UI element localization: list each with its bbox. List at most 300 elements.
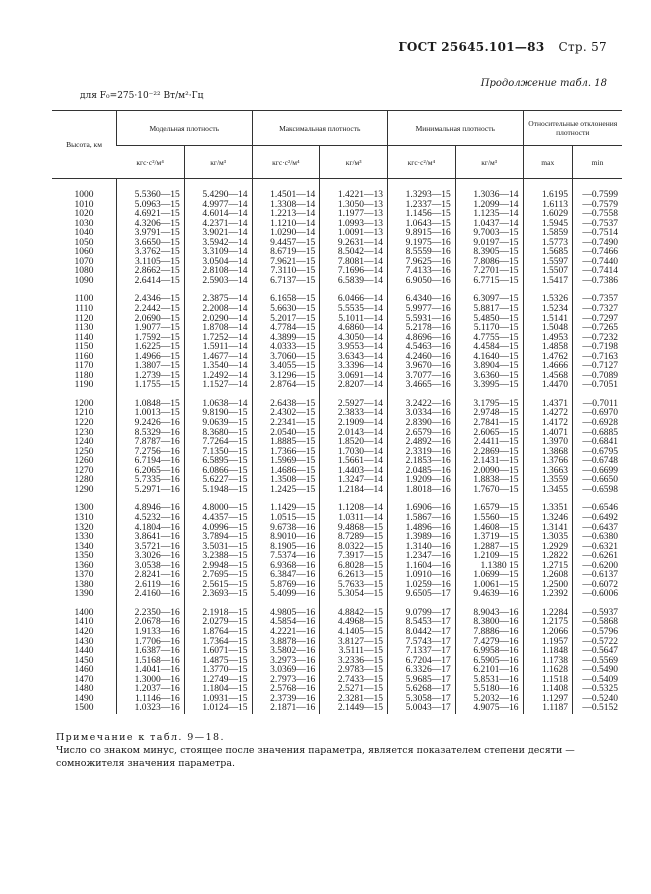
table-cell: —0.7163 [572,353,622,363]
table-cell: —0.5240 [572,695,622,705]
table-cell: 7.4279—16 [455,638,523,648]
table-cell: 2.2350—16 [117,600,185,619]
table-cell: 1.1187 [523,704,572,714]
height-cell: 1060 [74,247,94,258]
table-cell: 1.1755—15 [117,381,185,391]
table-cell: 6.7194—16 [117,457,185,467]
table-cell: 1.5234 [523,305,572,315]
table-cell: 2.5768—16 [252,685,320,695]
table-cell: 1.4966—15 [117,353,185,363]
table-cell: 1.3308—14 [252,201,320,211]
table-cell: —0.7011 [572,391,622,410]
table-cell: 1.2099—14 [455,201,523,211]
table-cell: 8.0322—15 [320,543,388,553]
table-cell: 2.6414—15 [117,277,185,287]
height-cell: 1320 [74,522,94,533]
height-cell: 1070 [74,256,94,267]
table-cell: 5.8531—16 [455,676,523,686]
table-cell: 1.4172 [523,419,572,429]
table-cell: 3.8878—16 [252,638,320,648]
height-cell: 1490 [74,693,94,704]
unit-header: кгс·с²/м⁴ [117,146,185,179]
table-cell: 2.8662—15 [117,267,185,277]
table-cell: 1.4953 [523,334,572,344]
table-cell: 9.4868—15 [320,524,388,534]
table-cell: 4.8000—15 [184,495,252,514]
table-cell: 9.4457—15 [252,239,320,249]
table-cell: —0.6200 [572,562,622,572]
table-cell: 5.5535—14 [320,305,388,315]
table-cell: 6.3847—16 [252,571,320,581]
table-cell: 1.9133—16 [117,628,185,638]
table-cell: 1.2608 [523,571,572,581]
table-cell: 2.3281—15 [320,695,388,705]
height-cell: 1270 [74,465,94,476]
table-cell: 7.8086—15 [455,258,523,268]
table-cell: —0.7051 [572,381,622,391]
table-cell: 1.2715 [523,562,572,572]
height-cell: 1380 [74,579,94,590]
height-cell: 1030 [74,218,94,229]
table-cell: 8.5329—16 [117,429,185,439]
table-cell: 1.4875—15 [184,657,252,667]
table-cell: 2.1431—15 [455,457,523,467]
table-cell: 3.0334—16 [388,409,456,419]
table-cell: 4.2460—16 [388,353,456,363]
table-cell: 3.9021—14 [184,229,252,239]
table-cell: 5.0963—15 [117,201,185,211]
table-cell: 2.4346—15 [117,286,185,305]
table-cell: 2.3875—14 [184,286,252,305]
table-row-group [52,600,622,714]
density-table [52,110,622,714]
height-cell: 1190 [74,380,94,391]
table-cell: 1.2109—15 [455,552,523,562]
table-cell: 1.4666 [523,362,572,372]
table-cell: 8.9010—16 [252,533,320,543]
table-cell: 1.4608—15 [455,524,523,534]
table-cell: 2.2008—14 [184,305,252,315]
table-cell: 1.6579—15 [455,495,523,514]
table-cell: 6.9368—16 [252,562,320,572]
table-row [52,600,622,619]
table-cell: 1.9209—16 [388,476,456,486]
table-cell: 1.1408 [523,685,572,695]
table-cell: 1.6029 [523,210,572,220]
table-cell: 3.4055—15 [252,362,320,372]
table-cell: 1.6225—15 [117,343,185,353]
table-cell: —0.6598 [572,486,622,496]
table-cell: 1.2213—14 [252,210,320,220]
table-cell: 1.2739—15 [117,372,185,382]
group-header-min: Минимальная плотность [388,111,524,146]
table-cell: 5.5180—16 [455,685,523,695]
height-cell: 1250 [74,446,94,457]
height-cell: 1400 [74,607,94,618]
height-cell: 1290 [74,484,94,495]
table-cell: 1.3141 [523,524,572,534]
height-cell: 1220 [74,418,94,429]
table-cell: 4.7755—15 [455,334,523,344]
table-cell: —0.6261 [572,552,622,562]
table-cell: 6.5839—14 [320,277,388,287]
table-cell: —0.7490 [572,239,622,249]
height-cell: 1110 [74,304,94,315]
table-cell: 7.8886—16 [455,628,523,638]
table-cell: 1.0091—13 [320,229,388,239]
table-cell: 8.5453—17 [388,618,456,628]
height-cell: 1330 [74,532,94,543]
table-cell: 4.3206—15 [117,220,185,230]
table-cell: 1.5141 [523,315,572,325]
height-cell: 1120 [74,313,94,324]
table-cell: 4.6921—15 [117,210,185,220]
table-cell: —0.6072 [572,581,622,591]
table-cell: 2.1449—15 [320,704,388,714]
table-cell: 1.1804—15 [184,685,252,695]
table-cell: 3.8641—16 [117,533,185,543]
table-cell: 1.3508—15 [252,476,320,486]
table-cell: 1.3140—16 [388,543,456,553]
table-cell: 5.3058—17 [388,695,456,705]
table-cell: 7.1350—15 [184,448,252,458]
table-cell: 2.0090—15 [455,467,523,477]
table-cell: 3.0369—16 [252,666,320,676]
table-cell: 4.8946—16 [117,495,185,514]
table-cell: 3.3995—15 [455,381,523,391]
table-cell: 1.5326 [523,286,572,305]
table-cell: 1.1518 [523,676,572,686]
table-cell: 5.2017—15 [252,315,320,325]
table-cell: 1.2184—14 [320,486,388,496]
table-cell: 4.2371—14 [184,220,252,230]
table-cell: 1.8838—15 [455,476,523,486]
table-cell: 4.4584—15 [455,343,523,353]
table-cell: —0.5152 [572,704,622,714]
table-cell: 3.3109—14 [184,248,252,258]
table-cell: —0.5868 [572,618,622,628]
table-cell: 1.0259—16 [388,581,456,591]
table-cell: 1.3989—16 [388,533,456,543]
table-cell: —0.7232 [572,334,622,344]
table-cell: 2.8390—16 [388,419,456,429]
table-row [52,381,622,391]
table-cell: 1.5859 [523,229,572,239]
table-cell: 7.9621—15 [252,258,320,268]
table-cell: 5.1948—15 [184,486,252,496]
table-cell: —0.5722 [572,638,622,648]
table-cell: 1.8708—14 [184,324,252,334]
unit-header: кг/м³ [455,146,523,179]
table-cell: 9.2631—14 [320,239,388,249]
table-row-group [52,495,622,599]
table-cell: 1.1977—13 [320,210,388,220]
table-cell: 2.0143—14 [320,429,388,439]
table-cell: 1.0699—15 [455,571,523,581]
table-cell: 5.5931—16 [388,315,456,325]
table-cell: 2.7841—15 [455,419,523,429]
page-header [398,40,607,54]
table-row [52,179,622,201]
table-cell: 4.0996—15 [184,524,252,534]
table-cell: —0.6380 [572,533,622,543]
table-cell: 5.0043—17 [388,704,456,714]
height-cell: 1260 [74,456,94,467]
table-cell: 5.3054—15 [320,590,388,600]
table-cell: 2.1909—14 [320,419,388,429]
table-cell: 1.1380 15 [455,562,523,572]
table-cell: 2.5927—14 [320,391,388,410]
height-cell: 1300 [74,503,94,514]
table-cell: 5.2971—16 [117,486,185,496]
height-cell: 1450 [74,655,94,666]
table-cell: 6.5905—16 [455,657,523,667]
table-cell: —0.7198 [572,343,622,353]
table-cell: 1.3766 [523,457,572,467]
table-cell: 2.0690—15 [117,315,185,325]
table-cell: 2.3833—14 [320,409,388,419]
table-cell: 1.4403—14 [320,467,388,477]
table-cell: 2.2869—15 [455,448,523,458]
table-cell: 3.0691—14 [320,372,388,382]
table-cell: 6.2613—15 [320,571,388,581]
table-cell: 5.4099—16 [252,590,320,600]
height-cell: 1370 [74,570,94,581]
table-cell: 8.9043—16 [455,600,523,619]
table-cell: 1.3035 [523,533,572,543]
table-cell: 2.3693—15 [184,590,252,600]
page-number: Стр. 57 [558,40,607,54]
table-cell: 6.5895—15 [184,457,252,467]
height-cell: 1360 [74,560,94,571]
table-cell: 2.6065—15 [455,429,523,439]
table-cell: 1.1848 [523,647,572,657]
table-row-group [52,179,622,287]
height-cell: 1310 [74,512,94,523]
table-cell: —0.7327 [572,305,622,315]
table-cell: 2.0485—16 [388,467,456,477]
table-cell: 1.3719—15 [455,533,523,543]
height-cell: 1050 [74,237,94,248]
table-cell: 5.8817—15 [455,305,523,315]
table-cell: 7.2756—16 [117,448,185,458]
table-cell: 4.4357—15 [184,514,252,524]
table-cell: 1.4686—15 [252,467,320,477]
table-cell: —0.6795 [572,448,622,458]
height-cell: 1160 [74,351,94,362]
table-cell: 2.9948—15 [184,562,252,572]
table-cell: 9.8190—15 [184,409,252,419]
unit-header: кгс·с²/м⁴ [388,146,456,179]
table-cell: 1.0061—15 [455,581,523,591]
table-cell: 7.1337—17 [388,647,456,657]
table-cell: 5.6630—15 [252,305,320,315]
table-cell: —0.7357 [572,286,622,305]
table-cell: 2.0279—15 [184,618,252,628]
table-cell: 3.3396—14 [320,362,388,372]
table-cell: —0.6970 [572,409,622,419]
table-cell: 3.5942—14 [184,239,252,249]
table-cell: 1.4071 [523,429,572,439]
table-cell: 2.1853—16 [388,457,456,467]
table-cell: 8.7289—15 [320,533,388,543]
table-cell: 9.2426—16 [117,419,185,429]
table-row [52,391,622,410]
table-cell: 1.3036—14 [455,179,523,201]
unit-header: кг/м³ [320,146,388,179]
table-note [56,731,626,770]
height-column-header: Высота, км [52,111,117,179]
table-cell: 6.9050—16 [388,277,456,287]
table-cell: 1.1738 [523,657,572,667]
table-cell: 1.1456—15 [388,210,456,220]
height-cell: 1420 [74,626,94,637]
table-cell: 1.4762 [523,353,572,363]
table-cell: 1.2749—15 [184,676,252,686]
table-cell: 2.4302—15 [252,409,320,419]
table-cell: 2.0540—15 [252,429,320,439]
table-cell: 1.0993—13 [320,220,388,230]
table-cell: 1.3293—15 [388,179,456,201]
height-cell: 1170 [74,361,94,372]
table-cell: —0.6885 [572,429,622,439]
table-cell: 9.4639—16 [455,590,523,600]
table-cell: 1.1146—16 [117,695,185,705]
table-cell: 6.0466—14 [320,286,388,305]
table-cell: 6.1658—15 [252,286,320,305]
table-cell: 1.3663 [523,467,572,477]
table-cell: 5.1170—15 [455,324,523,334]
table-cell: 1.3540—14 [184,362,252,372]
table-cell: 1.2822 [523,552,572,562]
table-cell: —0.7558 [572,210,622,220]
unit-header: max [523,146,572,179]
table-cell: 5.7633—15 [320,581,388,591]
table-cell: 2.8207—14 [320,381,388,391]
height-cell: 1100 [74,294,94,305]
height-cell: 1430 [74,636,94,647]
table-cell: 2.8241—16 [117,571,185,581]
table-cell: 1.7592—15 [117,334,185,344]
table-cell: 1.7670—15 [455,486,523,496]
table-cell: 9.6505—17 [388,590,456,600]
table-cell: 8.3905—15 [455,248,523,258]
table-cell: 1.4371 [523,391,572,410]
table-cell: 1.5168—16 [117,657,185,667]
table-cell: 8.1905—16 [252,543,320,553]
table-cell: 2.5615—15 [184,581,252,591]
height-cell: 1230 [74,427,94,438]
table-cell: 1.2175 [523,618,572,628]
table-cell: 1.2037—16 [117,685,185,695]
table-cell: 5.9685—17 [388,676,456,686]
height-cell: 1350 [74,551,94,562]
height-cell: 1140 [74,332,94,343]
height-cell: 1200 [74,398,94,409]
table-row [52,277,622,287]
table-cell: —0.5937 [572,600,622,619]
table-cell: 5.7335—16 [117,476,185,486]
table-cell: 3.5802—16 [252,647,320,657]
table-cell: 1.6113 [523,201,572,211]
table-cell: 8.6719—15 [252,248,320,258]
table-cell: 1.2284 [523,600,572,619]
table-cell: 1.4221—13 [320,179,388,201]
table-cell: 6.7204—17 [388,657,456,667]
height-cell: 1130 [74,323,94,334]
table-cell: 5.9977—16 [388,305,456,315]
table-cell: 8.5042—14 [320,248,388,258]
table-cell: 1.2500 [523,581,572,591]
table-row [52,704,622,714]
unit-header: кг/м³ [184,146,252,179]
table-cell: 7.4133—16 [388,267,456,277]
unit-header: min [572,146,622,179]
table-cell: 3.9670—16 [388,362,456,372]
table-cell: —0.7127 [572,362,622,372]
table-cell: 5.8769—16 [252,581,320,591]
table-cell: 7.7264—15 [184,438,252,448]
table-cell: 1.3770—15 [184,666,252,676]
table-cell: 1.8764—15 [184,628,252,638]
table-cell: 1.5867—16 [388,514,456,524]
table-cell: 4.2221—16 [252,628,320,638]
table-cell: 1.0124—15 [184,704,252,714]
group-header-deviation: Относительные отклонения плотности [523,111,622,146]
table-cell: 1.5048 [523,324,572,334]
table-cell: 3.1105—15 [117,258,185,268]
table-cell: 4.4968—15 [320,618,388,628]
table-cell: 5.4290—14 [184,179,252,201]
table-cell: 8.3800—16 [455,618,523,628]
table-cell: 9.0197—15 [455,239,523,249]
table-cell: 6.8028—15 [320,562,388,572]
table-cell: —0.7297 [572,315,622,325]
table-cell: 3.7894—15 [184,533,252,543]
table-cell: 1.6387—16 [117,647,185,657]
table-cell: 2.3739—16 [252,695,320,705]
table-cell: 4.6014—14 [184,210,252,220]
table-cell: 1.1297 [523,695,572,705]
table-cell: 1.5597 [523,258,572,268]
table-cell: 7.5374—16 [252,552,320,562]
height-cell: 1460 [74,665,94,676]
table-cell: 3.2336—15 [320,657,388,667]
table-cell: 1.3000—16 [117,676,185,686]
table-cell: 5.6227—15 [184,476,252,486]
table-cell: 3.2388—15 [184,552,252,562]
table-cell: 8.5559—16 [388,248,456,258]
table-cell: 4.8842—15 [320,600,388,619]
table-cell: 1.0638—14 [184,391,252,410]
table-cell: 1.3247—14 [320,476,388,486]
table-continuation-label: Продолжение табл. 18 [480,78,607,89]
table-cell: —0.5647 [572,647,622,657]
table-cell: 9.0639—15 [184,419,252,429]
table-cell: 4.1640—15 [455,353,523,363]
table-cell: 1.0013—15 [117,409,185,419]
table-cell: 3.3026—16 [117,552,185,562]
table-cell: 6.2065—16 [117,467,185,477]
height-cell: 1010 [74,199,94,210]
height-cell: 1150 [74,342,94,353]
table-cell: 1.7030—14 [320,448,388,458]
table-cell: 5.5360—15 [117,179,185,201]
table-cell: 9.0799—17 [388,600,456,619]
table-cell: —0.6650 [572,476,622,486]
table-cell: 1.4677—14 [184,353,252,363]
table-cell: 1.2392 [523,590,572,600]
